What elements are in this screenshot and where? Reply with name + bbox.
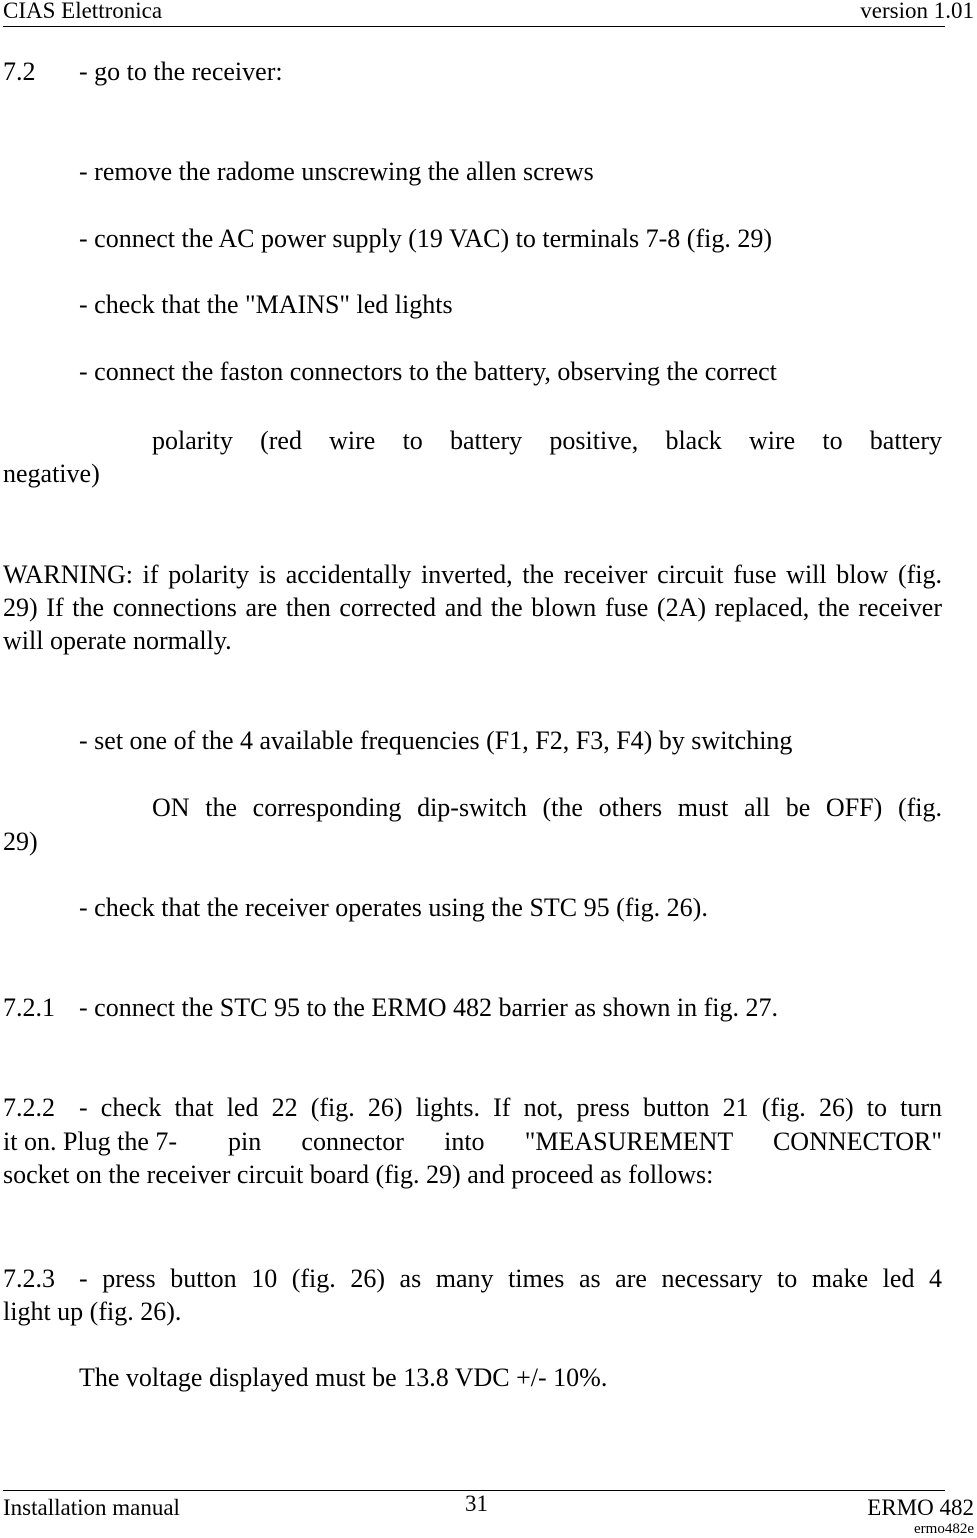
step-remove-radome: - remove the radome unscrewing the allen screws [79, 157, 594, 186]
section-7-2-3-line2: light up (fig. 26). [3, 1297, 182, 1326]
section-7-2-1-text: - connect the STC 95 to the ERMO 482 barrier as shown in fig. 27. [79, 993, 778, 1022]
footer-page-number: 31 [465, 1491, 488, 1516]
step-dip-switch-wrap: 29) [3, 827, 38, 856]
section-7-2-2-line3: socket on the receiver circuit board (fig. 29) and proceed as follows: [3, 1160, 714, 1189]
step-check-stc: - check that the receiver operates using the STC 95 (fig. 26). [79, 893, 708, 922]
step-connect-faston: - connect the faston connectors to the battery, observing the correct [79, 357, 777, 386]
section-7-2-intro: - go to the receiver: [79, 57, 283, 86]
voltage-requirement: The voltage displayed must be 13.8 VDC +/- 10%. [79, 1363, 608, 1392]
header-company: CIAS Elettronica [3, 0, 163, 23]
section-7-2-3-line1: - press button 10 (fig. 26) as many times as are necessary to make led 4 [79, 1264, 942, 1293]
step-polarity-wrap: negative) [3, 459, 100, 488]
step-connect-ac: - connect the AC power supply (19 VAC) to terminals 7-8 (fig. 29) [79, 224, 772, 253]
footer-manual: Installation manual [3, 1495, 180, 1520]
section-number-7-2-2: 7.2.2 [3, 1093, 55, 1122]
section-number-7-2-3: 7.2.3 [3, 1264, 55, 1293]
header-version: version 1.01 [860, 0, 974, 23]
step-set-frequency: - set one of the 4 available frequencies (F1, F2, F3, F4) by switching [79, 726, 793, 755]
section-7-2-2-line2-rest: pin connector into "MEASUREMENT CONNECTOR" [228, 1127, 942, 1156]
step-dip-switch-line: ON the corresponding dip-switch (the others must all be OFF) (fig. [152, 793, 942, 822]
section-number-7-2-1: 7.2.1 [3, 993, 55, 1022]
footer-code: ermo482e [914, 1521, 974, 1537]
section-7-2-2-line2-lead: it on. Plug the 7- [3, 1127, 178, 1156]
section-number-7-2: 7.2 [3, 57, 36, 86]
warning-paragraph: WARNING: if polarity is accidentally inverted, the receiver circuit fuse will blow (fig. 29) If the connections are then corrected and the blown fuse (2A) replaced, the receiver will operate normally. [3, 560, 942, 655]
section-7-2-2-line1: - check that led 22 (fig. 26) lights. If not, press button 21 (fig. 26) to turn [79, 1093, 942, 1122]
footer-product: ERMO 482 [867, 1495, 974, 1520]
step-check-mains: - check that the "MAINS" led lights [79, 290, 453, 319]
header-rule [3, 26, 945, 27]
step-polarity-line: polarity (red wire to battery positive, black wire to battery [152, 426, 942, 455]
